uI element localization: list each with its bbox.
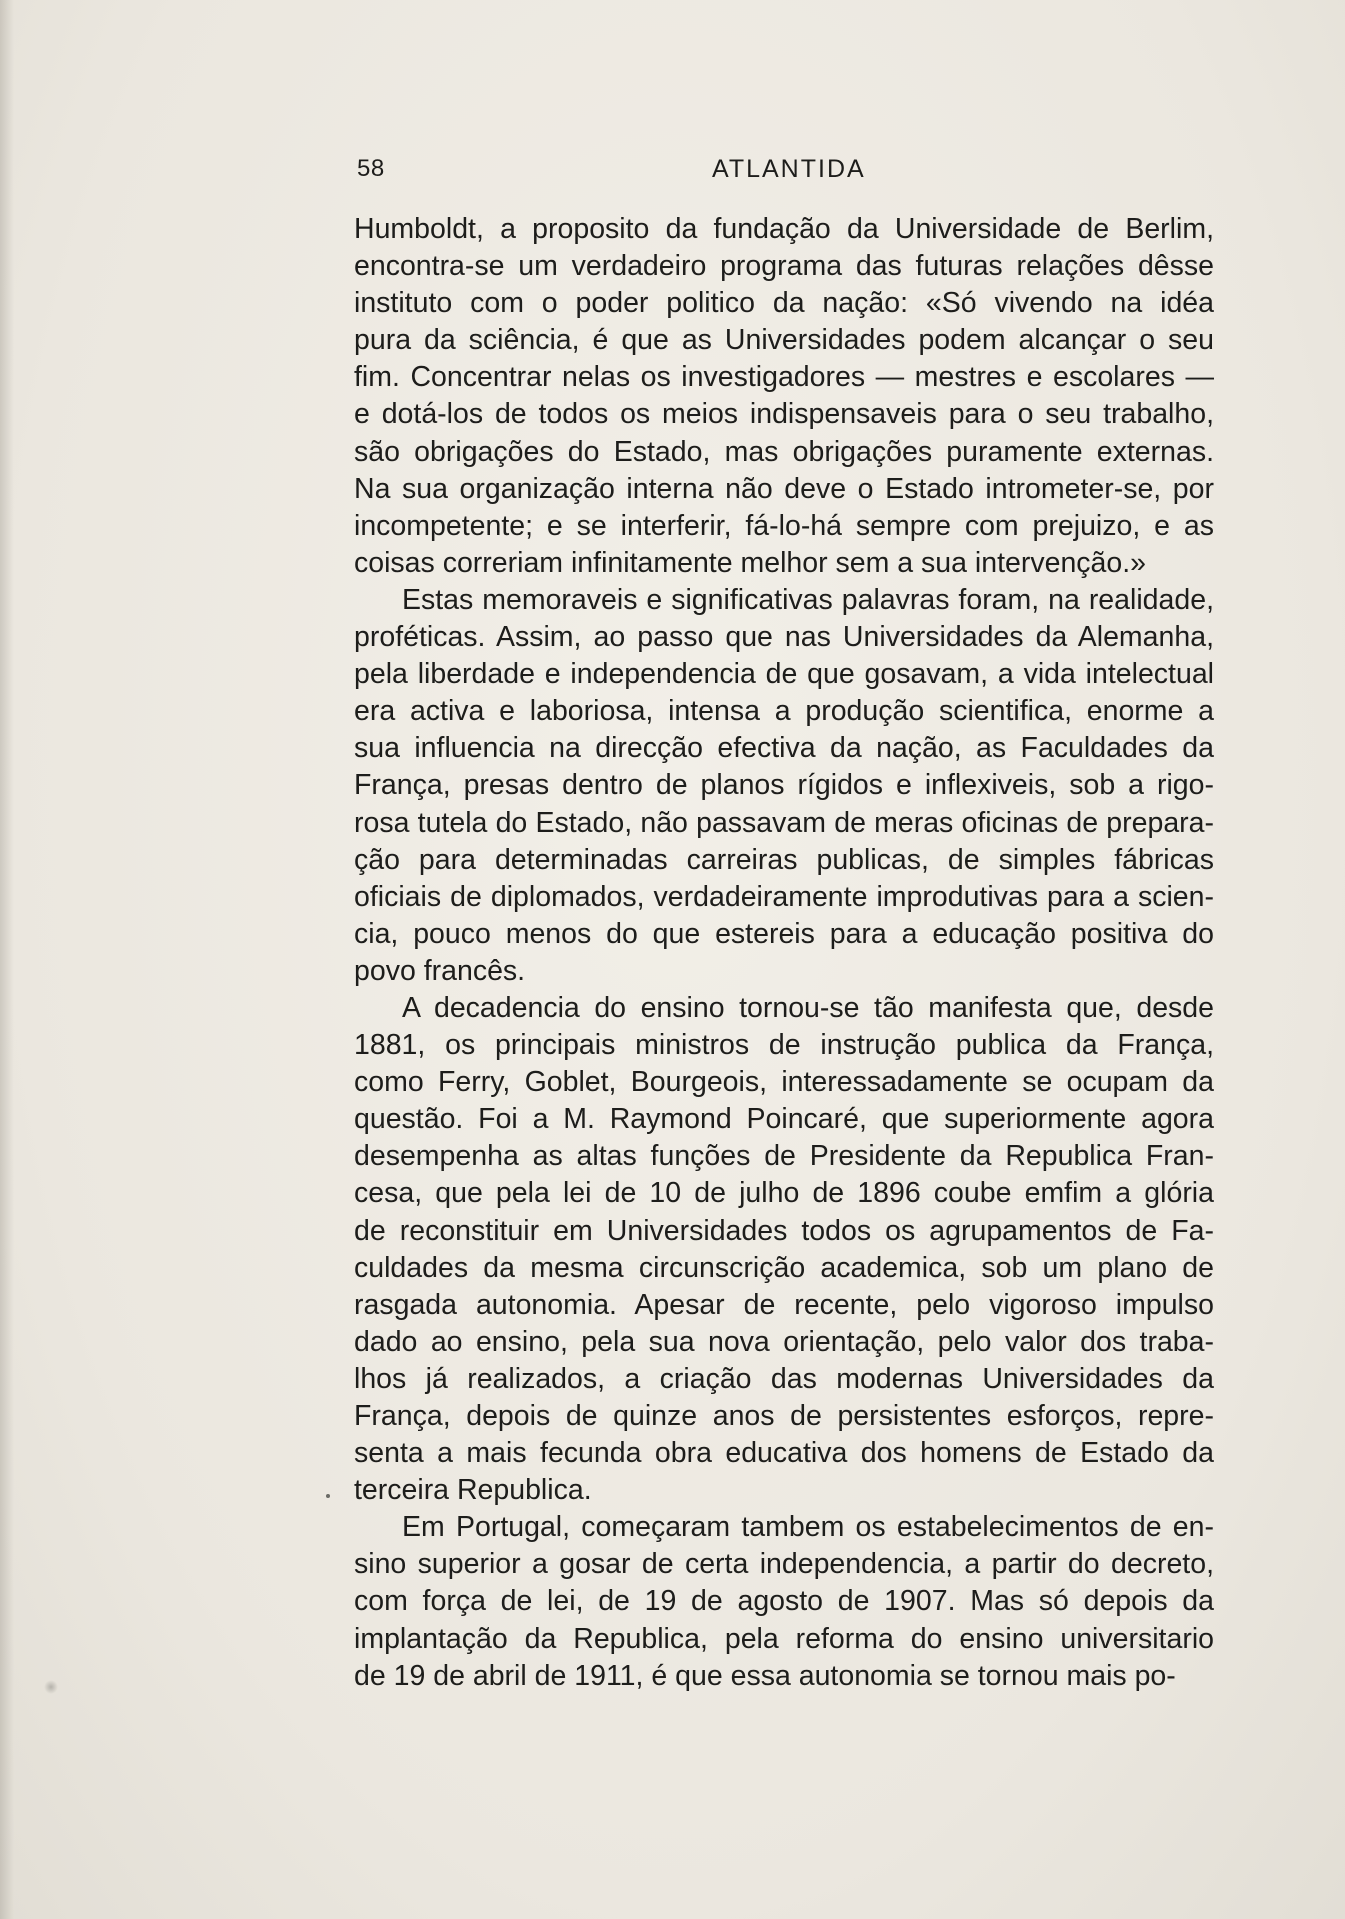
text-line: pura da sciência, é que as Universidades podem alcançar o seu <box>354 324 1214 357</box>
paragraph <box>354 211 1214 582</box>
text-line: Na sua organização interna não deve o Estado intrometer-se, por <box>354 472 1214 505</box>
text-line: encontra-se um verdadeiro programa das futuras relações dêsse <box>354 250 1214 283</box>
text-line: e dotá-los de todos os meios indispensaveis para o seu trabalho, <box>354 398 1214 431</box>
text-line: cesa, que pela lei de 10 de julho de 1896 coube emfim a glória <box>354 1177 1214 1210</box>
text-line: oficiais de diplomados, verdadeiramente improdutivas para a scien- <box>354 880 1214 913</box>
text-line: França, presas dentro de planos rígidos e inflexiveis, sob a rigo- <box>354 769 1214 802</box>
text-line: coisas correriam infinitamente melhor sem a sua intervenção.» <box>354 546 1147 579</box>
text-line: A decadencia do ensino tornou-se tão manifesta que, desde <box>402 991 1214 1024</box>
text-line: como Ferry, Goblet, Bourgeois, interessadamente se ocupam da <box>354 1066 1214 1099</box>
text-line: Humboldt, a proposito da fundação da Universidade de Berlim, <box>354 213 1214 245</box>
text-line: senta a mais fecunda obra educativa dos homens de Estado da <box>354 1437 1214 1470</box>
text-line: França, depois de quinze anos de persistentes esforços, repre- <box>354 1400 1214 1432</box>
paragraph <box>354 582 1214 990</box>
text-line: rosa tutela do Estado, não passavam de meras oficinas de prepara- <box>354 806 1214 839</box>
text-line: implantação da Republica, pela reforma do ensino universitario <box>354 1622 1214 1655</box>
text-line: lhos já realizados, a criação das modernas Universidades da <box>354 1362 1214 1395</box>
text-line: são obrigações do Estado, mas obrigações puramente externas. <box>354 435 1214 468</box>
paragraph <box>354 1509 1214 1694</box>
text-line: cia, pouco menos do que estereis para a educação positiva do <box>354 917 1214 950</box>
text-line: de 19 de abril de 1911, é que essa autonomia se tornou mais po- <box>354 1659 1176 1692</box>
text-line: Em Portugal, começaram tambem os estabelecimentos de en- <box>402 1511 1214 1544</box>
page-header <box>357 155 867 195</box>
text-line: rasgada autonomia. Apesar de recente, pelo vigoroso impulso <box>354 1288 1214 1321</box>
text-line: ção para determinadas carreiras publicas, de simples fábricas <box>354 843 1214 876</box>
paper-speck <box>44 1680 58 1694</box>
text-line: questão. Foi a M. Raymond Poincaré, que superiormente agora <box>354 1103 1214 1136</box>
body-text <box>354 211 1214 1695</box>
text-line: incompetente; e se interferir, fá-lo-há sempre com prejuizo, e as <box>354 509 1214 542</box>
page-edge-shadow <box>0 0 14 1919</box>
text-line: era activa e laboriosa, intensa a produção scientifica, enorme a <box>354 695 1214 728</box>
page-number: 58 <box>357 155 385 182</box>
text-line: dado ao ensino, pela sua nova orientação, pelo valor dos traba- <box>354 1325 1214 1358</box>
text-line: terceira Republica. <box>354 1474 592 1507</box>
text-line: sino superior a gosar de certa independencia, a partir do decreto, <box>354 1548 1214 1581</box>
text-line: Estas memoraveis e significativas palavras foram, na realidade, <box>402 583 1214 616</box>
text-line: povo francês. <box>354 954 526 987</box>
running-title: ATLANTIDA <box>712 155 866 183</box>
text-line: 1881, os principais ministros de instrução publica da França, <box>354 1029 1214 1062</box>
text-line: proféticas. Assim, ao passo que nas Universidades da Alemanha, <box>354 621 1214 654</box>
margin-mark <box>326 1494 330 1498</box>
text-line: de reconstituir em Universidades todos os agrupamentos de Fa- <box>354 1214 1214 1247</box>
text-line: com força de lei, de 19 de agosto de 1907. Mas só depois da <box>354 1585 1214 1618</box>
text-line: fim. Concentrar nelas os investigadores — mestres e escolares — <box>354 361 1214 394</box>
paragraph <box>354 990 1214 1509</box>
text-line: desempenha as altas funções de Presidente da Republica Fran- <box>354 1140 1214 1173</box>
text-line: sua influencia na direcção efectiva da nação, as Faculdades da <box>354 732 1214 765</box>
text-line: instituto com o poder politico da nação: «Só vivendo na idéa <box>354 287 1214 320</box>
text-line: pela liberdade e independencia de que gosavam, a vida intelectual <box>354 658 1214 691</box>
text-line: culdades da mesma circunscrição academica, sob um plano de <box>354 1251 1214 1284</box>
